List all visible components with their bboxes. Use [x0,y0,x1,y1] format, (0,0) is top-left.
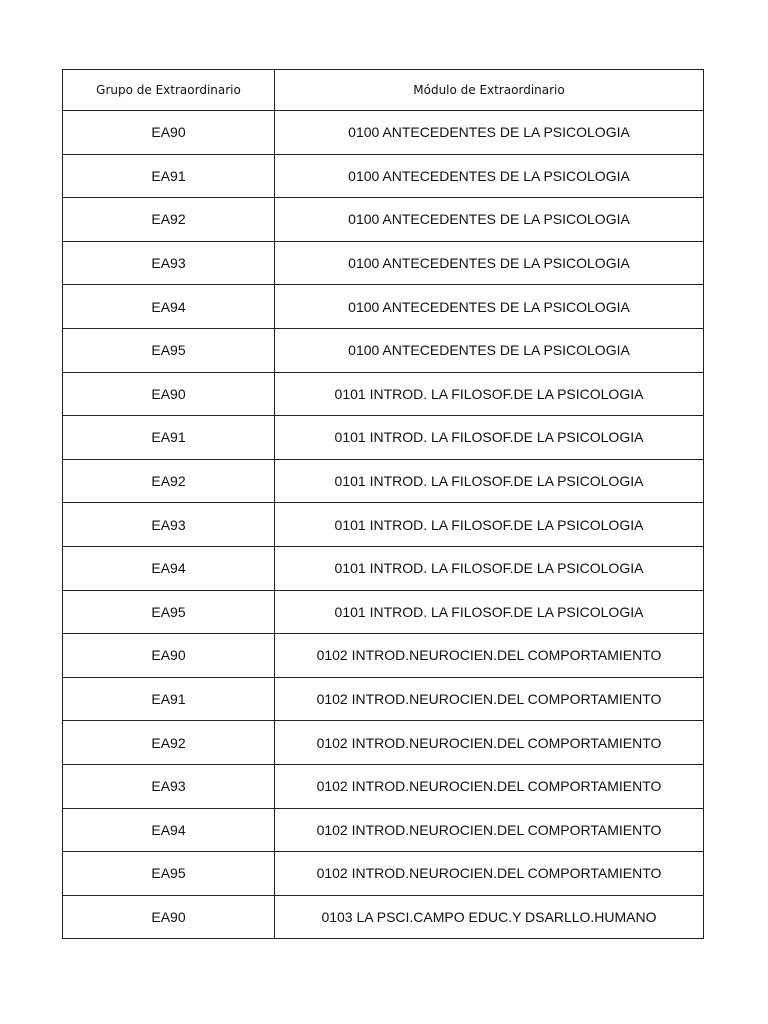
table-row [63,808,704,852]
table-row [63,241,704,285]
table-row [63,721,704,765]
cell-grupo: EA95 [63,590,275,634]
table-row [63,111,704,155]
cell-grupo: EA90 [63,634,275,678]
table-row [63,895,704,939]
extraordinario-table [62,69,704,939]
table-row [63,634,704,678]
table-row [63,503,704,547]
table-header [63,70,704,111]
cell-grupo: EA90 [63,895,275,939]
cell-grupo: EA90 [63,111,275,155]
cell-modulo: 0103 LA PSCI.CAMPO EDUC.Y DSARLLO.HUMANO [275,895,704,939]
cell-grupo: EA90 [63,372,275,416]
cell-grupo: EA94 [63,546,275,590]
cell-modulo: 0102 INTROD.NEUROCIEN.DEL COMPORTAMIENTO [275,808,704,852]
cell-grupo: EA94 [63,808,275,852]
header-row [63,70,704,111]
table-row [63,677,704,721]
cell-grupo: EA92 [63,459,275,503]
cell-modulo: 0102 INTROD.NEUROCIEN.DEL COMPORTAMIENTO [275,721,704,765]
cell-modulo: 0101 INTROD. LA FILOSOF.DE LA PSICOLOGIA [275,416,704,460]
cell-grupo: EA93 [63,764,275,808]
cell-grupo: EA91 [63,416,275,460]
cell-modulo: 0100 ANTECEDENTES DE LA PSICOLOGIA [275,154,704,198]
table-row [63,154,704,198]
cell-modulo: 0102 INTROD.NEUROCIEN.DEL COMPORTAMIENTO [275,852,704,896]
cell-grupo: EA94 [63,285,275,329]
cell-modulo: 0100 ANTECEDENTES DE LA PSICOLOGIA [275,111,704,155]
column-header-grupo: Grupo de Extraordinario [63,70,275,111]
cell-grupo: EA91 [63,154,275,198]
cell-grupo: EA93 [63,241,275,285]
table-row [63,459,704,503]
cell-modulo: 0100 ANTECEDENTES DE LA PSICOLOGIA [275,328,704,372]
cell-modulo: 0101 INTROD. LA FILOSOF.DE LA PSICOLOGIA [275,590,704,634]
cell-modulo: 0100 ANTECEDENTES DE LA PSICOLOGIA [275,285,704,329]
table-row [63,285,704,329]
cell-modulo: 0100 ANTECEDENTES DE LA PSICOLOGIA [275,241,704,285]
cell-modulo: 0101 INTROD. LA FILOSOF.DE LA PSICOLOGIA [275,372,704,416]
cell-modulo: 0102 INTROD.NEUROCIEN.DEL COMPORTAMIENTO [275,764,704,808]
cell-modulo: 0100 ANTECEDENTES DE LA PSICOLOGIA [275,198,704,242]
cell-modulo: 0102 INTROD.NEUROCIEN.DEL COMPORTAMIENTO [275,634,704,678]
cell-modulo: 0101 INTROD. LA FILOSOF.DE LA PSICOLOGIA [275,503,704,547]
column-header-modulo: Módulo de Extraordinario [275,70,704,111]
table-body [63,111,704,939]
table-row [63,198,704,242]
table-row [63,852,704,896]
cell-grupo: EA95 [63,328,275,372]
cell-modulo: 0102 INTROD.NEUROCIEN.DEL COMPORTAMIENTO [275,677,704,721]
table-row [63,416,704,460]
cell-grupo: EA92 [63,198,275,242]
table-row [63,590,704,634]
table-row [63,764,704,808]
cell-grupo: EA93 [63,503,275,547]
table-row [63,372,704,416]
table-row [63,546,704,590]
cell-modulo: 0101 INTROD. LA FILOSOF.DE LA PSICOLOGIA [275,459,704,503]
cell-grupo: EA95 [63,852,275,896]
cell-modulo: 0101 INTROD. LA FILOSOF.DE LA PSICOLOGIA [275,546,704,590]
cell-grupo: EA91 [63,677,275,721]
table-row [63,328,704,372]
cell-grupo: EA92 [63,721,275,765]
